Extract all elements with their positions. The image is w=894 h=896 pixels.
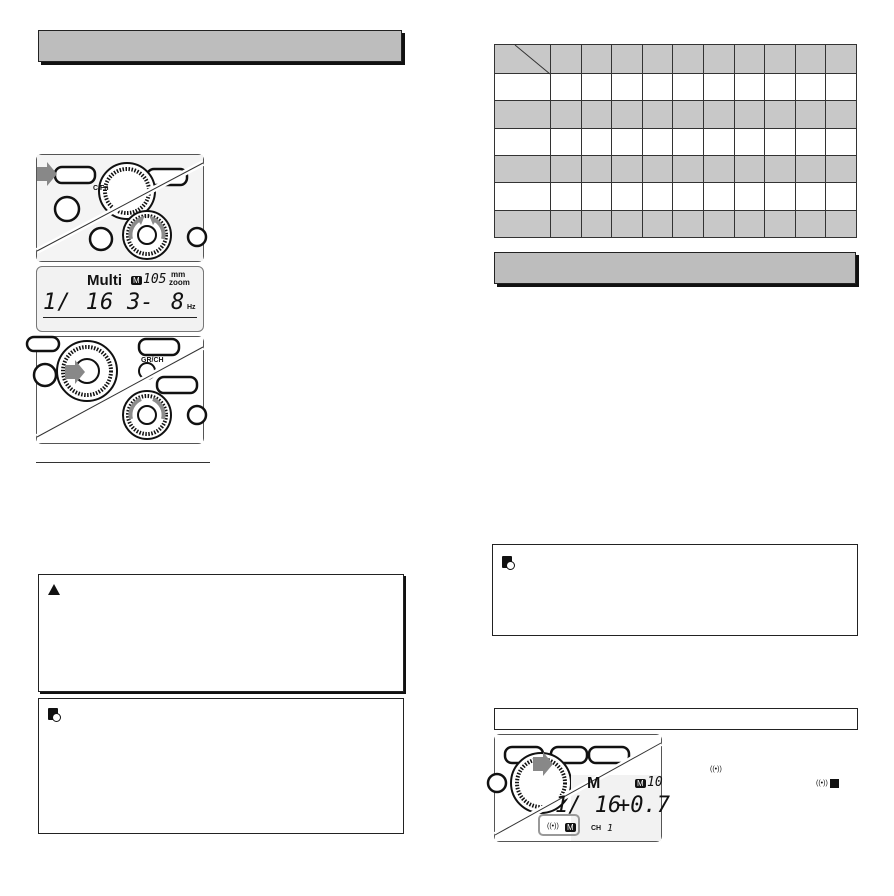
right-subheader-box bbox=[494, 708, 858, 730]
lcd-zoom-label: zoom bbox=[169, 278, 190, 287]
lcd-zoom-value: 105 bbox=[143, 272, 167, 287]
lcd2-ch-value: 1 bbox=[607, 823, 614, 834]
lcd-freq-value: 8 bbox=[171, 290, 185, 315]
table-row bbox=[495, 210, 857, 237]
table-row bbox=[495, 45, 857, 74]
flash-control-photo-bottom bbox=[36, 336, 204, 444]
lcd2-comp-value: +0.7 bbox=[617, 793, 670, 818]
note-icon bbox=[48, 708, 58, 720]
right-section-header-bar bbox=[494, 252, 856, 284]
lcd-display-multi bbox=[36, 266, 204, 332]
note-box-right bbox=[492, 544, 858, 636]
warning-icon bbox=[48, 584, 60, 595]
diagonal-line bbox=[495, 45, 550, 74]
lcd-m-badge: M bbox=[133, 276, 140, 285]
wireless-antenna-icon: ((•)) bbox=[547, 823, 559, 830]
table-row bbox=[495, 155, 857, 182]
lcd2-m-badge: M bbox=[637, 779, 644, 788]
note-icon bbox=[502, 556, 512, 568]
lcd-mode-label: Multi bbox=[87, 272, 122, 289]
wireless-panel-illustration bbox=[495, 735, 661, 841]
table-row bbox=[495, 74, 857, 101]
settings-table bbox=[494, 44, 857, 238]
left-separator-rule bbox=[36, 462, 210, 463]
grch-button-label: GR/CH bbox=[141, 357, 164, 364]
lcd-power-value: 1/ 16 bbox=[43, 290, 115, 315]
lcd2-power-value: 1/ 16 bbox=[555, 793, 622, 818]
lcd-divider-line bbox=[43, 317, 197, 318]
table-row bbox=[495, 183, 857, 210]
flash-control-illustration bbox=[37, 155, 203, 261]
lcd-mm-label: mm bbox=[171, 270, 186, 279]
cfn-button-label: C.Fn bbox=[93, 185, 109, 192]
left-section-header-bar bbox=[38, 30, 402, 62]
lcd2-zoom-value: 10 bbox=[647, 775, 663, 790]
lcd-times-value: 3- bbox=[127, 290, 154, 315]
table-row bbox=[495, 101, 857, 128]
wireless-antenna-icon: ((•)) bbox=[710, 766, 722, 773]
flash-dial-illustration bbox=[37, 337, 203, 443]
wireless-lcd-photo bbox=[494, 734, 670, 842]
note-box-left bbox=[38, 698, 404, 834]
lcd2-ch-label: CH bbox=[591, 825, 602, 832]
lcd2-mode-label: M bbox=[587, 775, 601, 792]
flash-control-photo-top bbox=[36, 154, 204, 262]
lcd-hz-label: Hz bbox=[187, 304, 196, 311]
wireless-m-badge-icon bbox=[830, 779, 839, 788]
table-row bbox=[495, 128, 857, 155]
lcd2-wireless-badge: M bbox=[567, 823, 574, 832]
caution-box bbox=[38, 574, 404, 692]
table-corner-cell bbox=[495, 45, 551, 74]
wireless-antenna-icon: ((•)) bbox=[816, 780, 828, 787]
